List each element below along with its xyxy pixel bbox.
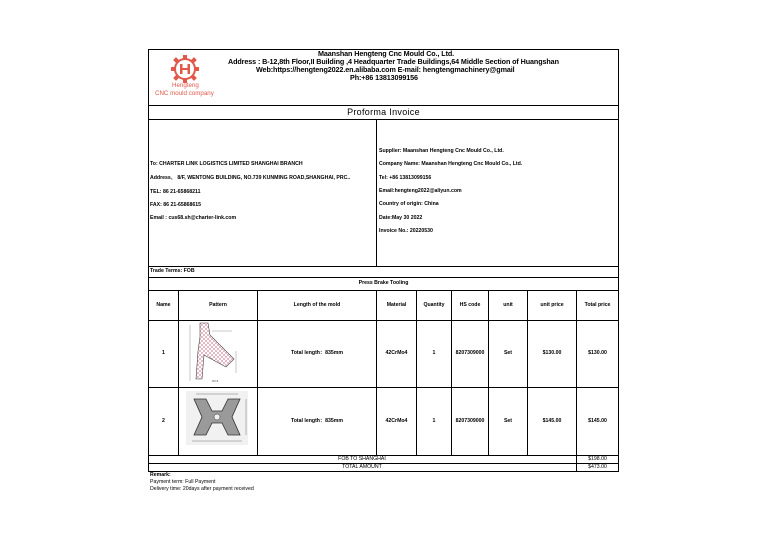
rule (148, 105, 619, 106)
invoice-number: Invoice No.: 20220530 (379, 228, 433, 234)
fob-label: FOB TO SHANGHAI (338, 456, 386, 462)
to-address: Address、 8/F, WENTONG BUILDING, NO.739 KUNMING ROAD,SHANGHAI, PRC.. (150, 175, 351, 181)
supplier-email: Email:hengteng2022@aliyun.com (379, 188, 462, 194)
diagonal-punch-drawing-icon (182, 321, 254, 385)
to-tel: TEL: 86 21-65868211 (150, 189, 201, 195)
company-phone: Ph:+86 13813099156 (350, 73, 418, 82)
col-header-pattern: Pattern (209, 302, 227, 308)
remark-label: Remark: (150, 472, 171, 478)
supplier-tel: Tel: +86 13813099156 (379, 175, 432, 181)
col-header-name: Name (156, 302, 171, 308)
to-fax: FAX: 86 21-65868615 (150, 202, 202, 208)
rule (527, 290, 528, 455)
x-die-drawing-icon (182, 389, 254, 453)
row-2-length: Total length：835mm (290, 418, 344, 424)
rule (576, 290, 577, 455)
rule (178, 290, 179, 455)
col-header-total-price: Total price (584, 302, 611, 308)
row-1-hs-code: 8207309000 (455, 350, 485, 356)
row-1-unit: Set (503, 350, 513, 356)
rule (451, 290, 452, 455)
row-2-material: 42CrMo4 (385, 418, 408, 424)
row-2-hs-code: 8207309000 (455, 418, 485, 424)
row-1-length: Total length：835mm (290, 350, 344, 356)
col-header-quantity: Quantity (423, 302, 445, 308)
row-2-total-price: $145.00 (588, 418, 607, 424)
company-address: Address : B-12,8th Floor,II Building ,4 Headquarter Trade Buildings,64 Middle Section of Huangshan (228, 57, 559, 66)
rule (148, 266, 619, 267)
logo-tagline: CNC mould company (155, 90, 214, 97)
remark-delivery: Delivery time: 20days after payment received (150, 486, 254, 492)
row-2-name: 2 (162, 418, 165, 424)
country-of-origin: Country of origin: China (379, 201, 439, 207)
fob-value: $198.00 (588, 456, 607, 462)
remark-payment: Payment term: Full Payment (150, 479, 216, 485)
rule (376, 290, 377, 455)
row-1-unit-price: $130.00 (542, 350, 562, 356)
section-title: Press Brake Tooling (358, 280, 409, 286)
to-name: To: CHARTER LINK LOGISTICS LIMITED SHANGHAI BRANCH (150, 161, 303, 167)
row-2-unit: Set (503, 418, 513, 424)
row-2-unit-price: $145.00 (542, 418, 562, 424)
row-1-quantity: 1 (432, 350, 436, 356)
trade-terms: Trade Terms: FOB (150, 268, 195, 274)
col-header-hs-code: HS code (459, 302, 481, 308)
svg-text:R0.8: R0.8 (212, 379, 219, 383)
col-header-material: Material (386, 302, 407, 308)
rule (257, 290, 258, 455)
row-1-total-price: $130.00 (588, 350, 607, 356)
col-header-unit-price: unit price (540, 302, 564, 308)
to-email: Email : cus68.sh@charter-link.com (150, 215, 237, 221)
rule (148, 277, 619, 278)
total-label: TOTAL AMOUNT (342, 464, 382, 470)
col-header-length: Length of the mold (293, 302, 341, 308)
total-value: $473.00 (588, 464, 607, 470)
supplier-company: Company Name: Maanshan Hengteng Cnc Mould Co., Ltd. (379, 161, 523, 167)
invoice-date: Date:May 30 2022 (379, 215, 423, 221)
col-header-unit: unit (503, 302, 513, 308)
supplier-line: Supplier: Maanshan Hengteng Cnc Mould Co., Ltd. (379, 148, 504, 154)
rule (488, 290, 489, 455)
rule (148, 471, 619, 472)
rule (148, 387, 619, 388)
row-2-quantity: 1 (432, 418, 436, 424)
rule (148, 119, 619, 120)
row-1-material: 42CrMo4 (385, 350, 408, 356)
document-title: Proforma Invoice (347, 107, 420, 117)
company-web-email: Web:https://hengteng2022.en.alibaba.com E-mail: hengtengmachinery@gmail (256, 65, 515, 74)
rule (376, 119, 377, 266)
logo-brand: Hengteng (172, 82, 199, 89)
rule (416, 290, 417, 455)
row-1-name: 1 (162, 350, 165, 356)
rule (148, 290, 619, 291)
company-name: Maanshan Hengteng Cnc Mould Co., Ltd. (318, 49, 455, 58)
